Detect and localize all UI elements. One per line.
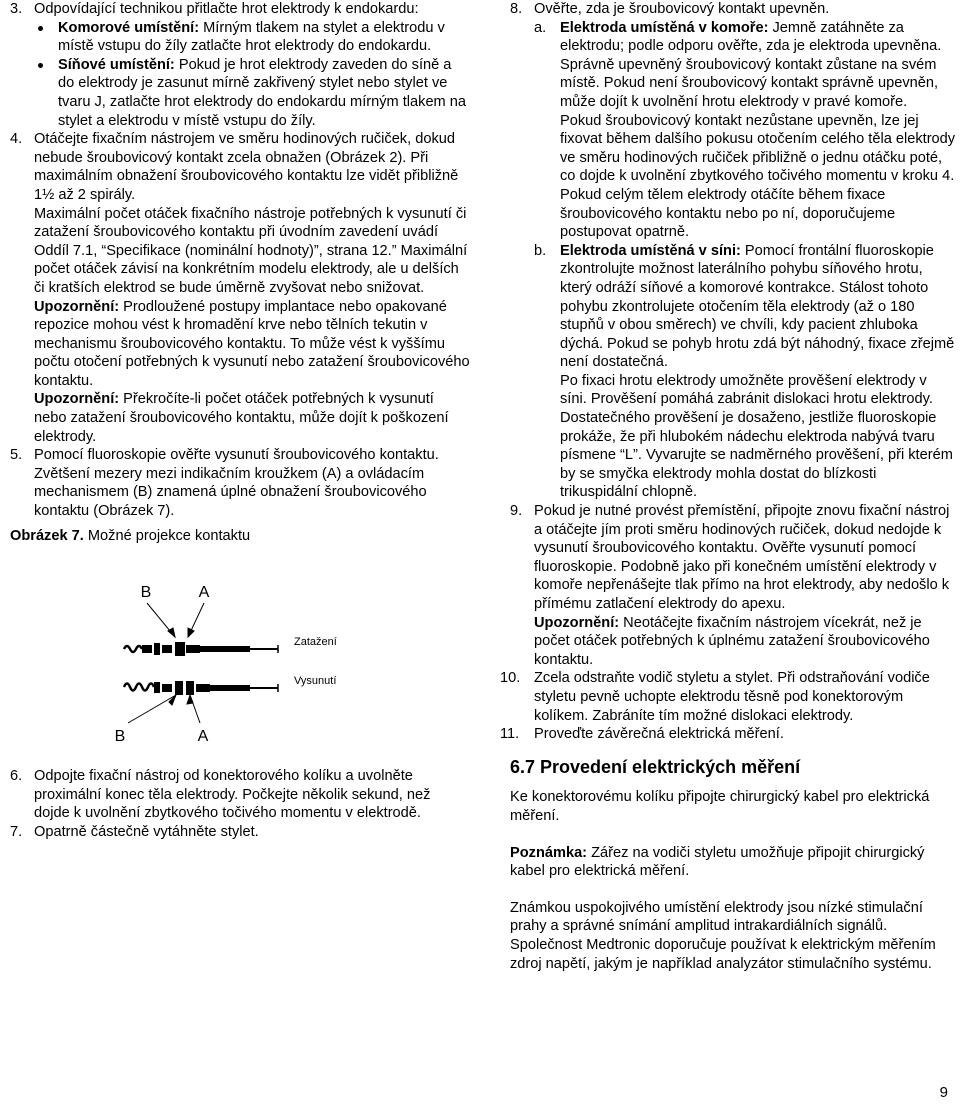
- caution-label: Upozornění:: [534, 614, 620, 631]
- step-10: [500, 669, 956, 725]
- bullet-text: Mírným tlakem na stylet a elektrodu v místě vstupu do žíly zatlačte hrot elektrody do endokardu.: [58, 19, 445, 55]
- step-text: Pomocí fluoroskopie ověřte vysunutí šroubovicového kontaktu. Zvětšení mezery mezi indikačním kroužkem (A) a ovládacím mechanismem (B) znamená úplné obnažení šroubovicového kontaktu (Obrázek 7).: [34, 447, 439, 520]
- step-9: [510, 502, 956, 669]
- caution-label: Upozornění:: [34, 298, 120, 315]
- caution-note: [34, 298, 470, 391]
- electrode-extended: [124, 681, 278, 695]
- step-text: Pokud je nutné provést přemístění, připojte znovu fixační nástroj a otáčejte jím proti směru hodinových ručiček, dokud nedojde k vysunutí šroubovicového kontaktu. Ověřte vysunutí pomocí fluoroskopie. Podobně jako při konečném umístění elektrody v komoře nepřenášejte tlak přímo na hrot elektrody, aby nedošlo k přímému zatlačení elektrody do apexu.: [534, 503, 950, 612]
- step-text: Otáčejte fixačním nástrojem ve směru hodinových ručiček, dokud nebude šroubovicový kontakt zcela obnažen (Obrázek 2). Při maximálním obnažení šroubovicového kontaktu lze vidět přibližně 1½ až 2 spirály.: [34, 131, 459, 203]
- section-heading: 6.7 Provedení elektrických měření: [510, 756, 801, 777]
- figure-title: Možné projekce kontaktu: [83, 527, 251, 544]
- caution-text: Neotáčejte fixačním nástrojem vícekrát, než je počet otáček potřebných k úplnému zatažení šroubovicového kontaktu.: [534, 614, 930, 668]
- figure-label: Obrázek 7.: [10, 527, 84, 544]
- step-8: [510, 0, 956, 502]
- left-column: [10, 0, 470, 842]
- step-number: 8.: [510, 1, 523, 17]
- caution-note: [534, 614, 956, 670]
- bullet-ventricular: [34, 19, 470, 56]
- step-7: [10, 823, 470, 842]
- bullet-term: Síňové umístění:: [58, 56, 175, 73]
- electrode-retracted: [124, 642, 278, 656]
- step-paragraph: Maximální počet otáček fixačního nástroje potřebných k vysunutí či zatažení šroubovicového kontaktu při úvodním zavedení uvádí Oddíl 7.1, “Specifikace (nominální hodnoty)”, strana 12.” Maximální počet otáček závisí na konkrétním modelu elektrody, ale u delších či kratších elektrod se bude úměrně zvyšovat nebo snižovat.: [34, 205, 468, 296]
- step-number: 3.: [10, 1, 23, 17]
- paragraph-thresholds: Známkou uspokojivého umístění elektrody jsou nízké stimulační prahy a správné snímání amplitud intrakardiálních signálů. Společnost Medtronic doporučuje používat k elektrickým měřením zdroj napětí, jakým je například analyzátor stimulačního systému.: [510, 899, 936, 972]
- note-text: Zářez na vodiči styletu umožňuje připojit chirurgický kabel pro elektrická měření.: [510, 844, 925, 880]
- label-b-bottom: B: [114, 728, 126, 746]
- step-11: [500, 725, 956, 744]
- bullet-icon: [38, 63, 43, 68]
- step-text: Odpojte fixační nástroj od konektorového kolíku a uvolněte proximální konec těla elektrody. Počkejte několik sekund, než dojde k uvolnění zbytkového točivého momentu v elektrodě.: [34, 768, 431, 822]
- bullet-atrial: [34, 56, 470, 130]
- bullet-text: Pokud je hrot elektrody zaveden do síně a do elektrody je zasunut mírně zakřivený stylet nebo stylet ve tvaru J, zatlačte hrot elektrody do endokardu mírným tlakem na stylet a elektrodu v místě vstupu do žíly.: [58, 56, 467, 129]
- substep-text: Pomocí frontální fluoroskopie zkontrolujte možnost laterálního pohybu síňového hrotu, který odráží síňové a komorové kontrakce. Stálost tohoto pohybu zkontrolujete otočením těla elektrody (až o 180 stupňů v obou směrech) ve chvíli, kdy pacient zhluboka dýchá. Pokud se pohyb hrotu zdá být náhodný, fixace zřejmě není dostatečná.: [560, 242, 955, 371]
- leader-lines-top: [147, 603, 204, 637]
- step-text: Ověřte, zda je šroubovicový kontakt upevněn.: [534, 1, 830, 17]
- caution-text: Prodloužené postupy implantace nebo opakované repozice mohou vést k hromadění krve nebo tělních tekutin v mechanismu šroubovicového kontaktu. To může vést k vyššímu počtu otočení potřebných k vysunutí nebo zatažení šroubovicového kontaktu.: [34, 298, 470, 389]
- step-text: Zcela odstraňte vodič styletu a stylet. Při odstraňování vodiče styletu pevně uchopte elektrodu těsně pod konektorovým kolíkem. Zabráníte tím možné dislokaci elektrody.: [534, 670, 930, 724]
- step-5: [10, 446, 470, 520]
- note: [510, 844, 956, 881]
- substep-term: Elektroda umístěná v síni:: [560, 242, 741, 259]
- step-6: [10, 767, 470, 823]
- leader-lines-bottom: [128, 695, 200, 723]
- step-text: Proveďte závěrečná elektrická měření.: [534, 726, 784, 743]
- bullet-icon: [38, 26, 43, 31]
- label-a-bottom: A: [197, 728, 209, 746]
- substep-paragraph: Pokud šroubovicový kontakt nezůstane upevněn, lze jej fixovat během dalšího pokusu otočením celého těla elektrody ve směru hodinových ručiček přibližně o jednu otáčku poté, co dojde k uvolnění zbytkového točivého momentu v kroku 4. Pokud celým tělem elektrody otáčíte během fixace šroubovicového kontaktu nebo po ní, doporučujeme postupovat opatrně.: [560, 112, 956, 241]
- substep-b: [534, 242, 956, 502]
- step-text: Opatrně částečně vytáhněte stylet.: [34, 824, 259, 840]
- caution-text: Překročíte-li počet otáček potřebných k vysunutí nebo zatažení šroubovicového kontaktu, může dojít k poškození elektrody.: [34, 391, 449, 445]
- note-label: Poznámka:: [510, 844, 588, 861]
- bullet-term: Komorové umístění:: [58, 19, 200, 36]
- paragraph-cable: Ke konektorovému kolíku připojte chirurgický kabel pro elektrická měření.: [510, 789, 930, 824]
- right-column: [500, 0, 956, 991]
- substep-a: [534, 19, 956, 242]
- substep-letter: b.: [534, 242, 547, 259]
- step-number: 4.: [10, 131, 23, 148]
- step-number: 5.: [10, 447, 23, 464]
- label-a-top: A: [198, 584, 210, 602]
- label-b-top: B: [140, 584, 152, 602]
- label-retracted: Zatažení: [294, 636, 337, 649]
- step-number: 11.: [500, 726, 520, 743]
- electrode-figure: [10, 551, 470, 751]
- figure-caption: [10, 527, 470, 546]
- caution-note: [34, 390, 470, 446]
- substep-paragraph: Po fixaci hrotu elektrody umožněte prověšení elektrody v síni. Prověšení pomáhá zabránit dislokaci hrotu elektrody. Dostatečného prověšení je dosaženo, jestliže fluoroskopie prokáže, že při hlubokém nádechu elektroda nabývá tvaru písmene “L”. Vyvarujte se nadměrného prověšení, při kterém by se smyčka elektrody mohla dostat do blízkosti trikuspidální chlopně.: [560, 372, 953, 501]
- label-extended: Vysunutí: [294, 675, 337, 688]
- substep-text: Jemně zatáhněte za elektrodu; podle odporu ověřte, zda je elektroda upevněna. Správně upevněný šroubovicový kontakt zůstane na svém místě. Pokud není šroubovicový kontakt správně upevněn, může dojít k uvolnění hrotu elektrody v pravé komoře.: [560, 19, 942, 110]
- step-4: [10, 130, 470, 446]
- page-number: 9: [939, 1084, 948, 1101]
- substep-letter: a.: [534, 19, 547, 36]
- step-number: 10.: [500, 670, 521, 687]
- step-number: 6.: [10, 768, 23, 785]
- step-3: [10, 0, 470, 130]
- substep-term: Elektroda umístěná v komoře:: [560, 19, 769, 36]
- step-number: 9.: [510, 503, 523, 520]
- step-text: Odpovídající technikou přitlačte hrot elektrody k endokardu:: [34, 1, 419, 17]
- caution-label: Upozornění:: [34, 391, 120, 408]
- step-number: 7.: [10, 824, 23, 840]
